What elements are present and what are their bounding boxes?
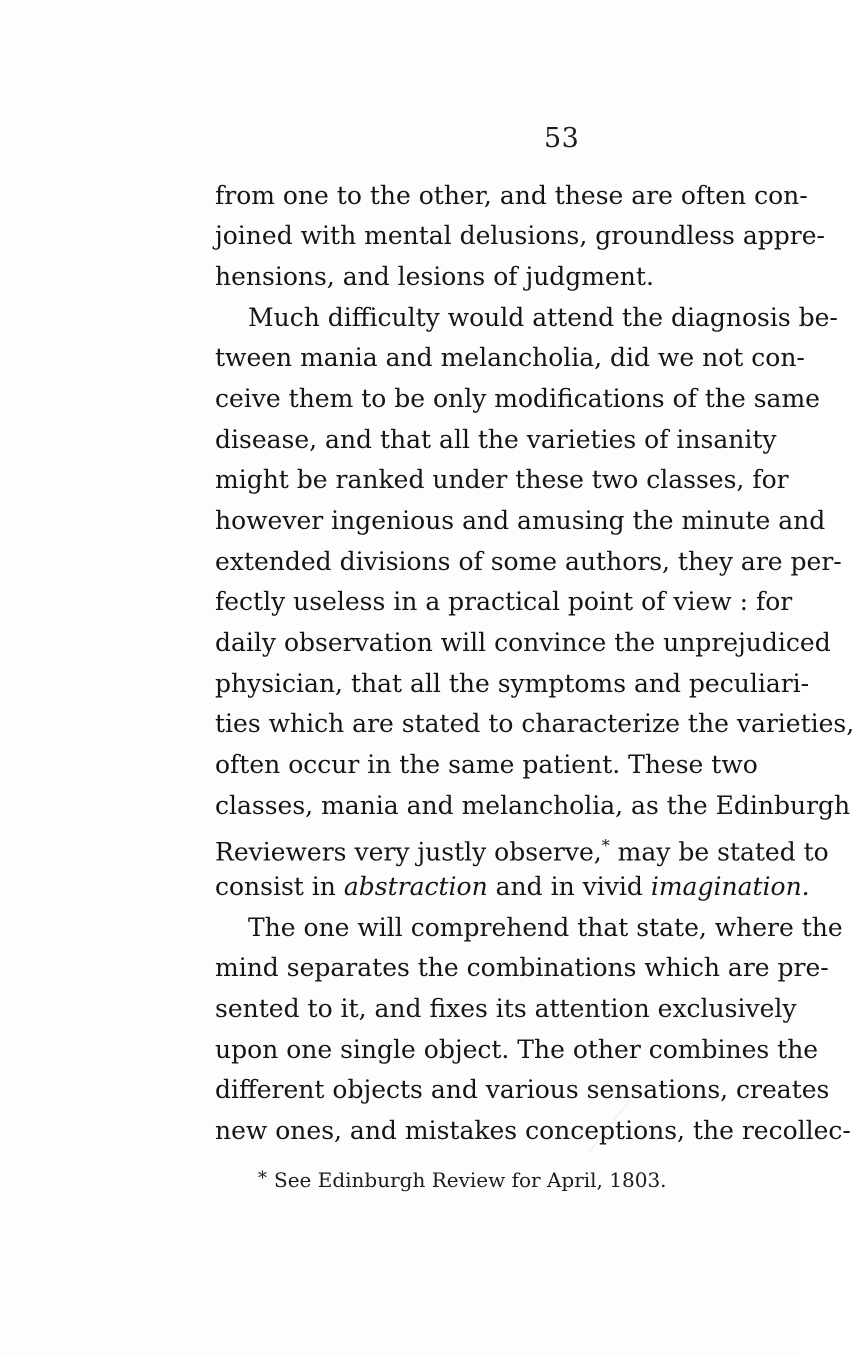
text-line: Much difficulty would attend the diagnosis be- [248, 303, 838, 332]
text-line: however ingenious and amusing the minute and [215, 506, 826, 535]
footnote [258, 1168, 667, 1192]
text-line: different objects and various sensations, creates [215, 1075, 830, 1104]
text-line: often occur in the same patient. These two [215, 750, 758, 779]
text-line: sented to it, and fixes its attention exclusively [215, 994, 797, 1023]
text-line: daily observation will convince the unprejudiced [215, 628, 831, 657]
text-line: ties which are stated to characterize the varieties, [215, 709, 854, 738]
text-span: may be stated to [617, 837, 829, 867]
italic-term: abstraction [343, 872, 488, 901]
text-line: might be ranked under these two classes, for [215, 465, 789, 494]
text-line: hensions, and lesions of judgment. [215, 262, 654, 291]
text-line: new ones, and mistakes conceptions, the recollec- [215, 1116, 851, 1145]
text-line: disease, and that all the varieties of insanity [215, 425, 777, 454]
text-line: physician, that all the symptoms and peculiari- [215, 669, 810, 698]
text-line: The one will comprehend that state, where the [248, 913, 843, 942]
footnote-marker: * [601, 836, 610, 855]
text-span: Reviewers very justly observe, [215, 837, 602, 867]
text-line: tween mania and melancholia, did we not con- [215, 343, 805, 372]
text-line: extended divisions of some authors, they are per- [215, 547, 842, 576]
text-line: classes, mania and melancholia, as the Edinburgh [215, 791, 851, 820]
text-line: mind separates the combinations which are pre- [215, 953, 829, 982]
text-line: joined with mental delusions, groundless appre- [215, 221, 825, 250]
text-line: from one to the other, and these are often con- [215, 181, 808, 210]
text-span: and in vivid [495, 872, 643, 901]
text-line: fectly useless in a practical point of view : for [215, 587, 793, 616]
text-line: ceive them to be only modifications of the same [215, 384, 820, 413]
text-span: consist in [215, 872, 336, 901]
text-line [215, 831, 829, 867]
footnote-text: See Edinburgh Review for April, 1803. [274, 1168, 667, 1192]
text-line: upon one single object. The other combines the [215, 1035, 819, 1064]
page-number: 53 [544, 123, 580, 154]
text-line [215, 872, 810, 902]
italic-term: imagination. [650, 872, 810, 901]
footnote-marker: * [258, 1168, 267, 1189]
